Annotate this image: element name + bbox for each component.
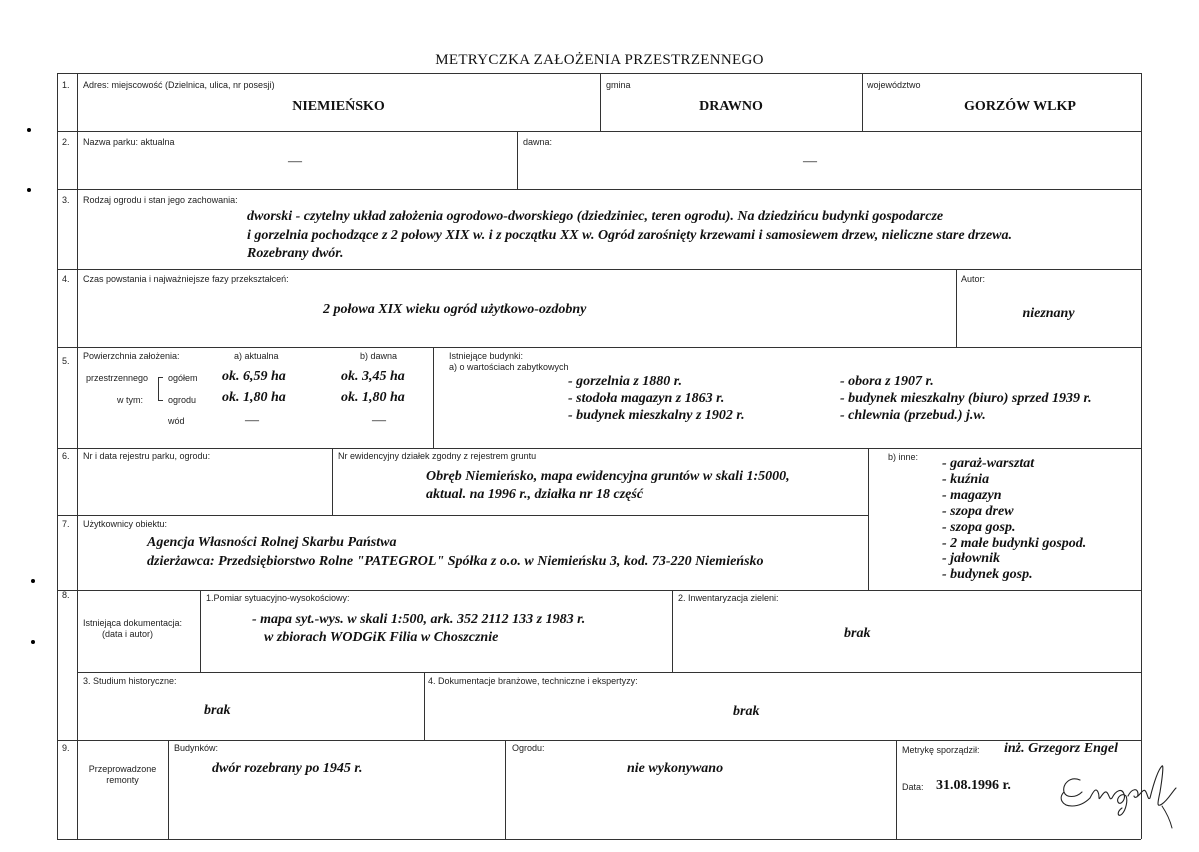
- historical-study-label: 3. Studium historyczne:: [83, 676, 177, 686]
- building-item: - stodoła magazyn z 1863 r.: [568, 391, 725, 406]
- other-building-item: - szopa drew: [942, 504, 1014, 519]
- other-building-item: - szopa gosp.: [942, 520, 1016, 535]
- area-ogolem-former: ok. 3,45 ha: [341, 369, 405, 384]
- prepared-by-label: Metrykę sporządził:: [902, 745, 980, 755]
- renovations-sub-label: remonty: [106, 775, 139, 785]
- garden-type-line-1: dworski - czytelny układ założenia ogrodowo-dworskiego (dziedziniec, teren ogrodu). Na dziedzińcu budynki gospodarcze: [247, 209, 944, 224]
- area-w-tym: w tym:: [117, 395, 143, 405]
- garden-type-label: Rodzaj ogrodu i stan jego zachowania:: [83, 195, 238, 205]
- technical-docs-value: brak: [733, 704, 760, 719]
- park-name-current-value: —: [288, 154, 302, 169]
- author-value: nieznany: [1022, 306, 1075, 321]
- signature: [1050, 762, 1185, 834]
- other-buildings-label: b) inne:: [888, 452, 919, 462]
- area-col-former: b) dawna: [360, 351, 398, 361]
- origin-label: Czas powstania i najważniejsze fazy przekształceń:: [83, 274, 289, 284]
- row-number: 3.: [62, 195, 70, 205]
- survey-line-1: - mapa syt.-wys. w skali 1:500, ark. 352 2112 133 z 1983 r.: [252, 612, 586, 627]
- register-label: Nr i data rejestru parku, ogrodu:: [83, 451, 211, 461]
- row-number: 5.: [62, 356, 70, 366]
- area-ogolem-label: ogółem: [168, 373, 198, 383]
- gmina-label: gmina: [606, 80, 631, 90]
- park-name-former-label: dawna:: [523, 137, 553, 147]
- area-wod-label: wód: [168, 416, 185, 426]
- survey-line-2: w zbiorach WODGiK Filia w Choszcznie: [264, 630, 499, 645]
- author-label: Autor:: [961, 274, 986, 284]
- users-line-2: dzierżawca: Przedsiębiorstwo Rolne "PATEGROL" Spółka z o.o. w Niemieńsku 3, kod. 73-220 Niemieńsko: [147, 554, 764, 569]
- other-building-item: - magazyn: [942, 488, 1002, 503]
- row-number: 8.: [62, 590, 70, 600]
- inventory-label: 2. Inwentaryzacja zieleni:: [678, 593, 779, 603]
- garden-renovation-label: Ogrodu:: [512, 743, 545, 753]
- area-col-current: a) aktualna: [234, 351, 279, 361]
- users-line-1: Agencja Własności Rolnej Skarbu Państwa: [147, 535, 397, 550]
- area-ogolem-current: ok. 6,59 ha: [222, 369, 286, 384]
- garden-type-line-3: Rozebrany dwór.: [247, 246, 344, 261]
- row-number: 7.: [62, 519, 70, 529]
- area-ogrodu-current: ok. 1,80 ha: [222, 390, 286, 405]
- documentation-label: Istniejąca dokumentacja:: [83, 618, 183, 628]
- area-label: Powierzchnia założenia:: [83, 351, 180, 361]
- voivodeship-value: GORZÓW WLKP: [964, 99, 1076, 114]
- park-name-current-label: Nazwa parku: aktualna: [83, 137, 175, 147]
- origin-value: 2 połowa XIX wieku ogród użytkowo-ozdobny: [323, 302, 587, 317]
- area-bracket: [158, 377, 163, 401]
- prepared-by-value: inż. Grzegorz Engel: [1004, 741, 1118, 756]
- buildings-renovation-value: dwór rozebrany po 1945 r.: [212, 761, 363, 776]
- other-building-item: - budynek gosp.: [942, 567, 1033, 582]
- documentation-sub-label: (data i autor): [102, 629, 154, 639]
- area-wod-current: —: [245, 413, 259, 428]
- survey-label: 1.Pomiar sytuacyjno-wysokościowy:: [206, 593, 350, 603]
- plot-line-1: Obręb Niemieńsko, mapa ewidencyjna gruntów w skali 1:5000,: [426, 469, 790, 484]
- buildings-label: Istniejące budynki:: [449, 351, 524, 361]
- inventory-value: brak: [844, 626, 871, 641]
- margin-dot: [31, 640, 35, 644]
- garden-renovation-value: nie wykonywano: [627, 761, 724, 776]
- historical-study-value: brak: [204, 703, 231, 718]
- gmina-value: DRAWNO: [699, 99, 763, 114]
- address-label: Adres: miejscowość (Dzielnica, ulica, nr posesji): [83, 80, 275, 90]
- buildings-sub-label: a) o wartościach zabytkowych: [449, 362, 569, 372]
- address-value: NIEMIEŃSKO: [292, 99, 385, 114]
- margin-dot: [31, 579, 35, 583]
- technical-docs-label: 4. Dokumentacje branżowe, techniczne i ekspertyzy:: [428, 676, 638, 686]
- row-number: 4.: [62, 274, 70, 284]
- area-ogrodu-label: ogrodu: [168, 395, 197, 405]
- row-number: 1.: [62, 80, 70, 90]
- plot-line-2: aktual. na 1996 r., działka nr 18 część: [426, 487, 644, 502]
- park-name-former-value: —: [803, 154, 817, 169]
- other-building-item: - 2 małe budynki gospod.: [942, 536, 1087, 551]
- buildings-renovation-label: Budynków:: [174, 743, 219, 753]
- renovations-label: Przeprowadzone: [88, 764, 157, 774]
- voivodeship-label: województwo: [867, 80, 921, 90]
- date-label: Data:: [902, 782, 924, 792]
- area-ogrodu-former: ok. 1,80 ha: [341, 390, 405, 405]
- row-number: 2.: [62, 137, 70, 147]
- users-label: Użytkownicy obiektu:: [83, 519, 168, 529]
- margin-dot: [27, 188, 31, 192]
- building-item: - gorzelnia z 1880 r.: [568, 374, 682, 389]
- row-number: 9.: [62, 743, 70, 753]
- building-item: - chlewnia (przebud.) j.w.: [840, 408, 986, 423]
- other-building-item: - kuźnia: [942, 472, 990, 487]
- date-value: 31.08.1996 r.: [936, 778, 1011, 793]
- other-building-item: - jałownik: [942, 551, 1000, 566]
- area-wod-former: —: [372, 413, 386, 428]
- garden-type-line-2: i gorzelnia pochodzące z 2 połowy XIX w. i z początku XX w. Ogród zarośnięty krzewami i samosiewem drzew, nieliczne stare drzewa.: [247, 228, 1012, 243]
- margin-dot: [27, 128, 31, 132]
- building-item: - budynek mieszkalny z 1902 r.: [568, 408, 745, 423]
- other-building-item: - garaż-warsztat: [942, 456, 1035, 471]
- document-title: METRYCZKA ZAŁOŻENIA PRZESTRZENNEGO: [435, 52, 764, 68]
- row-number: 6.: [62, 451, 70, 461]
- building-item: - budynek mieszkalny (biuro) sprzed 1939 r.: [840, 391, 1092, 406]
- plot-number-label: Nr ewidencyjny działek zgodny z rejestrem gruntu: [338, 451, 537, 461]
- building-item: - obora z 1907 r.: [840, 374, 934, 389]
- area-przestrzennego: przestrzennego: [86, 373, 149, 383]
